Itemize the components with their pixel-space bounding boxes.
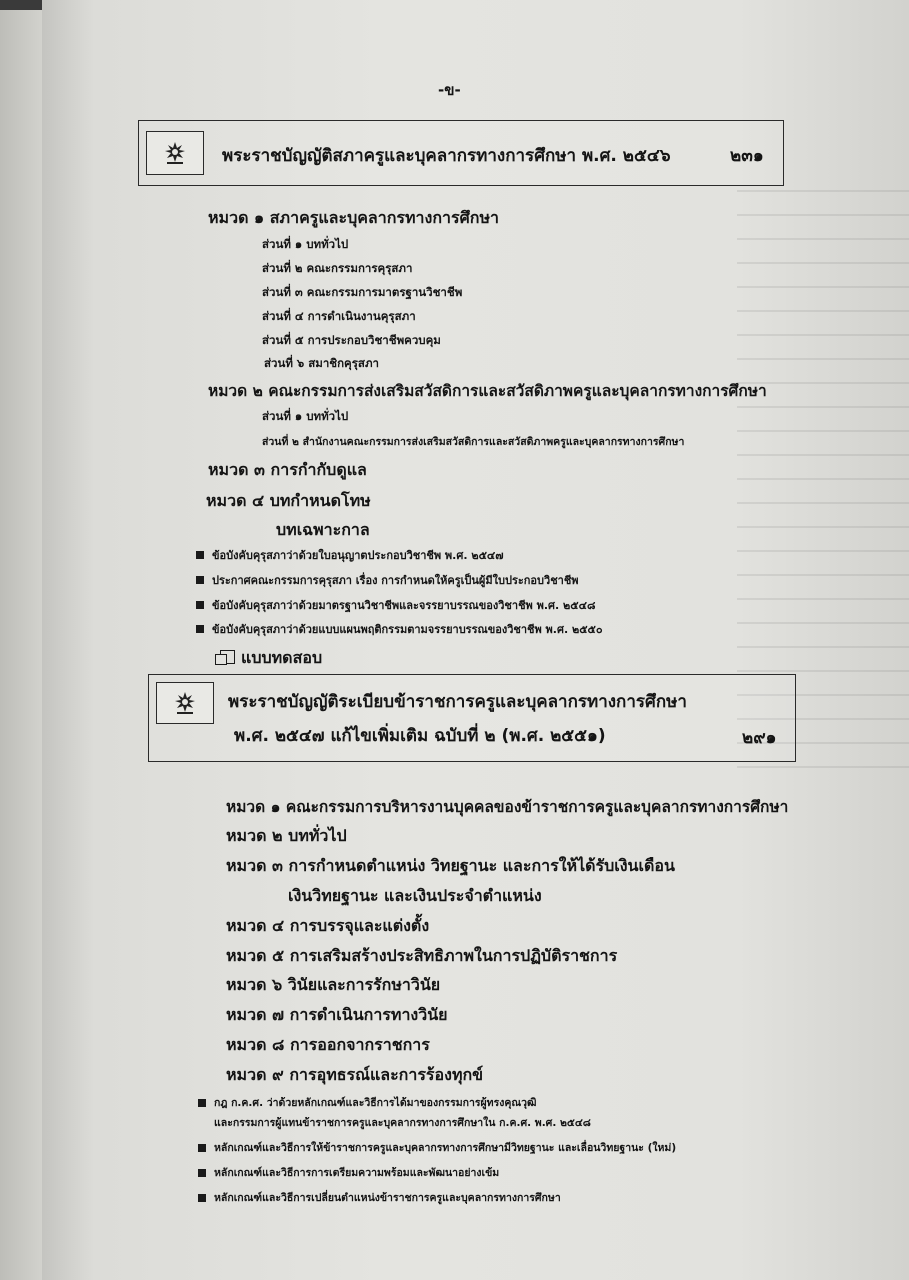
act2-title-line1: พระราชบัญญัติระเบียบข้าราชการครูและบุคลากรทางการศึกษา <box>228 692 687 712</box>
act1-chapter-2: หมวด ๒ คณะกรรมการส่งเสริมสวัสดิการและสวัสดิภาพครูและบุคลากรทางการศึกษา <box>208 382 767 400</box>
act2-chapter-3-cont: เงินวิทยฐานะ และเงินประจำตำแหน่ง <box>288 886 542 905</box>
royal-emblem-icon <box>171 689 199 717</box>
act1-ch1-part-1: ส่วนที่ ๑ บททั่วไป <box>262 237 349 251</box>
square-bullet-icon <box>198 1169 206 1177</box>
act2-bullet-4: หลักเกณฑ์และวิธีการเปลี่ยนตำแหน่งข้าราชการครูและบุคลากรทางการศึกษา <box>198 1189 561 1206</box>
copy-icon <box>220 650 235 664</box>
act2-bullet-1: กฎ ก.ค.ศ. ว่าด้วยหลักเกณฑ์และวิธีการได้มาของกรรมการผู้ทรงคุณวุฒิ <box>198 1094 537 1111</box>
act1-ch1-part-4: ส่วนที่ ๔ การดำเนินงานคุรุสภา <box>262 309 416 323</box>
square-bullet-icon <box>196 551 204 559</box>
act1-ch1-part-6: ส่วนที่ ๖ สมาชิกคุรุสภา <box>264 356 379 370</box>
act2-bullet-3: หลักเกณฑ์และวิธีการการเตรียมความพร้อมและพัฒนาอย่างเข้ม <box>198 1164 499 1181</box>
act1-chapter-1: หมวด ๑ สภาครูและบุคลากรทางการศึกษา <box>208 208 499 227</box>
act1-exam: แบบทดสอบ <box>220 646 322 671</box>
act1-transitional: บทเฉพาะกาล <box>276 520 370 539</box>
act2-chapter-7: หมวด ๗ การดำเนินการทางวินัย <box>226 1005 448 1024</box>
act2-page: ๒๙๑ <box>742 728 777 748</box>
act2-bullet-2: หลักเกณฑ์และวิธีการให้ข้าราชการครูและบุคลากรทางการศึกษามีวิทยฐานะ และเลื่อนวิทยฐานะ (ใหม่) <box>198 1139 676 1156</box>
act2-chapter-3: หมวด ๓ การกำหนดตำแหน่ง วิทยฐานะ และการให้ได้รับเงินเดือน <box>226 856 675 875</box>
act2-chapter-6: หมวด ๖ วินัยและการรักษาวินัย <box>226 975 441 994</box>
act2-title-line2: พ.ศ. ๒๕๔๗ แก้ไขเพิ่มเติม ฉบับที่ ๒ (พ.ศ. ๒๕๕๑) <box>234 726 606 746</box>
act1-bullet-2: ประกาศคณะกรรมการคุรุสภา เรื่อง การกำหนดให้ครูเป็นผู้มีใบประกอบวิชาชีพ <box>196 571 579 589</box>
underlying-page-edge <box>0 10 46 1280</box>
act1-bullet-1: ข้อบังคับคุรุสภาว่าด้วยใบอนุญาตประกอบวิชาชีพ พ.ศ. ๒๕๔๗ <box>196 546 504 564</box>
act2-chapter-4: หมวด ๔ การบรรจุและแต่งตั้ง <box>226 916 430 935</box>
act1-ch2-part-2: ส่วนที่ ๒ สำนักงานคณะกรรมการส่งเสริมสวัสดิการและสวัสดิภาพครูและบุคลากรทางการศึกษา <box>262 436 685 448</box>
act1-chapter-4: หมวด ๔ บทกำหนดโทษ <box>206 491 371 510</box>
act1-page: ๒๓๑ <box>730 146 764 166</box>
square-bullet-icon <box>198 1144 206 1152</box>
act2-emblem-box <box>156 682 214 724</box>
act2-chapter-5: หมวด ๕ การเสริมสร้างประสิทธิภาพในการปฏิบัติราชการ <box>226 946 618 965</box>
act2-bullet-1-cont: และกรรมการผู้แทนข้าราชการครูและบุคลากรทางการศึกษาใน ก.ค.ศ. พ.ศ. ๒๕๔๘ <box>214 1117 591 1129</box>
square-bullet-icon <box>196 625 204 633</box>
act1-ch1-part-2: ส่วนที่ ๒ คณะกรรมการคุรุสภา <box>262 261 413 275</box>
page-number: -ข- <box>438 81 461 99</box>
act2-chapter-2: หมวด ๒ บททั่วไป <box>226 826 347 845</box>
royal-emblem-icon <box>161 139 189 167</box>
act2-chapter-8: หมวด ๘ การออกจากราชการ <box>226 1035 430 1054</box>
square-bullet-icon <box>196 601 204 609</box>
act1-ch1-part-5: ส่วนที่ ๕ การประกอบวิชาชีพควบคุม <box>262 333 441 347</box>
square-bullet-icon <box>196 576 204 584</box>
act1-title: พระราชบัญญัติสภาครูและบุคลากรทางการศึกษา พ.ศ. ๒๕๔๖ <box>222 146 671 166</box>
act1-ch1-part-3: ส่วนที่ ๓ คณะกรรมการมาตรฐานวิชาชีพ <box>262 285 463 299</box>
act2-chapter-1: หมวด ๑ คณะกรรมการบริหารงานบุคคลของข้าราชการครูและบุคลากรทางการศึกษา <box>226 798 789 816</box>
act1-bullet-3: ข้อบังคับคุรุสภาว่าด้วยมาตรฐานวิชาชีพและจรรยาบรรณของวิชาชีพ พ.ศ. ๒๕๔๘ <box>196 596 595 614</box>
act1-bullet-4: ข้อบังคับคุรุสภาว่าด้วยแบบแผนพฤติกรรมตามจรรยาบรรณของวิชาชีพ พ.ศ. ๒๕๕๐ <box>196 620 603 638</box>
document-page <box>42 0 909 1280</box>
square-bullet-icon <box>198 1194 206 1202</box>
act1-ch2-part-1: ส่วนที่ ๑ บททั่วไป <box>262 409 349 423</box>
act2-chapter-9: หมวด ๙ การอุทธรณ์และการร้องทุกข์ <box>226 1065 484 1084</box>
act1-chapter-3: หมวด ๓ การกำกับดูแล <box>208 460 367 479</box>
act1-emblem-box <box>146 131 204 175</box>
square-bullet-icon <box>198 1099 206 1107</box>
